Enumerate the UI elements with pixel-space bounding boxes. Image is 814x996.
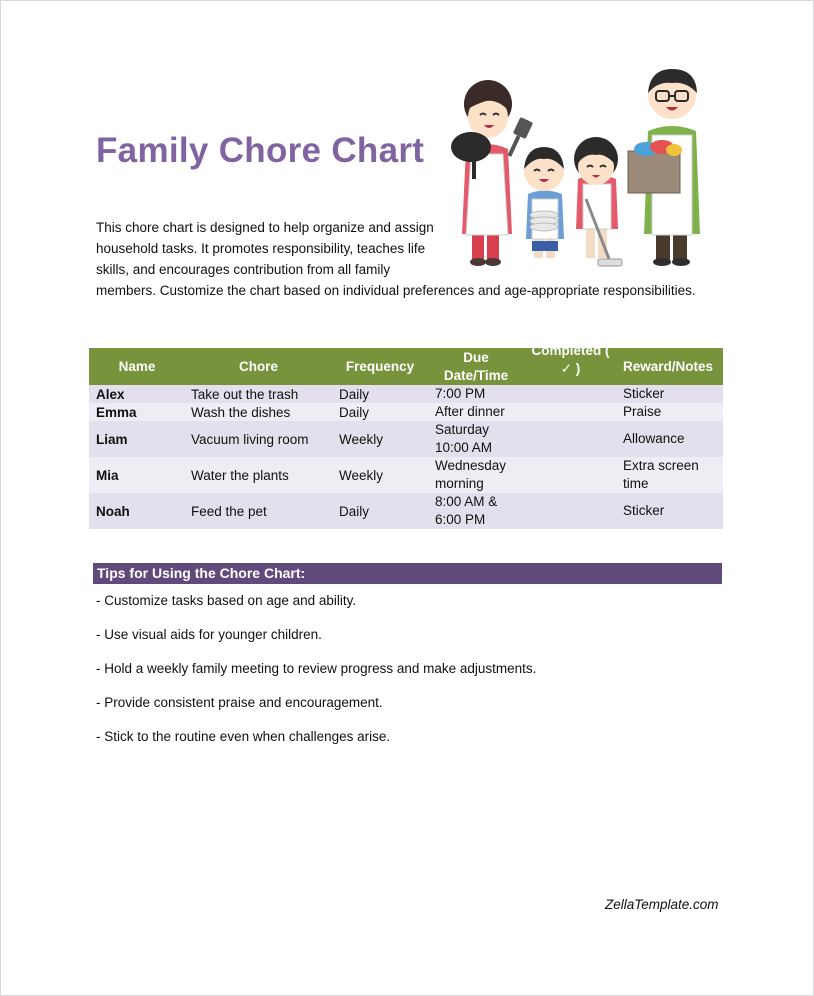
- footer-brand: ZellaTemplate.com: [605, 897, 719, 912]
- header-completed: [524, 342, 617, 378]
- intro-line: members. Customize the chart based on individual preferences and age-appropriate responsibilities.: [96, 283, 696, 298]
- intro-line: household tasks. It promotes responsibility, teaches life: [96, 241, 426, 256]
- header-chore: Chore: [238, 358, 278, 374]
- cell-reward: Praise: [623, 404, 662, 419]
- cell-due-line1: 8:00 AM &: [435, 494, 498, 509]
- header-due: [428, 349, 524, 385]
- tip-item: - Stick to the routine even when challenges arise.: [96, 729, 391, 744]
- header-name: Name: [118, 358, 156, 374]
- cell-frequency: Daily: [339, 404, 370, 420]
- table-row: [89, 457, 723, 493]
- table-row: [89, 421, 723, 457]
- tip-item: - Use visual aids for younger children.: [96, 627, 322, 642]
- cell-due: 7:00 PM: [435, 386, 486, 401]
- cell-reward: [617, 457, 723, 493]
- cell-chore: Feed the pet: [191, 503, 267, 519]
- cell-reward: Sticker: [623, 503, 665, 518]
- header-due-line2: Date/Time: [443, 367, 509, 383]
- cell-name: Noah: [96, 503, 130, 519]
- cell-name: Alex: [96, 386, 125, 402]
- cell-chore: Water the plants: [191, 467, 289, 483]
- cell-due: [428, 493, 524, 529]
- cell-frequency: Weekly: [339, 431, 384, 447]
- cell-due: After dinner: [435, 404, 505, 419]
- cell-due: [428, 457, 524, 493]
- table-row: [89, 385, 723, 403]
- intro-line: This chore chart is designed to help organize and assign: [96, 220, 434, 235]
- cell-name: Emma: [96, 404, 137, 420]
- cell-chore: Vacuum living room: [191, 431, 309, 447]
- tips-heading: Tips for Using the Chore Chart:: [93, 563, 722, 584]
- cell-due-line1: Wednesday: [435, 458, 507, 473]
- table-row: [89, 493, 723, 529]
- cell-name: Liam: [96, 431, 128, 447]
- cell-frequency: Weekly: [339, 467, 384, 483]
- page-title: Family Chore Chart: [96, 131, 425, 170]
- cell-due-line2: morning: [435, 476, 484, 491]
- chore-table: [89, 342, 723, 529]
- header-due-line1: Due: [463, 349, 489, 365]
- header-completed-line2: ✓ ): [560, 360, 581, 376]
- header-completed-line1: Completed (: [531, 342, 610, 358]
- tip-item: - Provide consistent praise and encouragement.: [96, 695, 383, 710]
- cell-due: [428, 421, 524, 457]
- tip-item: - Hold a weekly family meeting to review progress and make adjustments.: [96, 661, 537, 676]
- cell-chore: Take out the trash: [191, 386, 299, 402]
- tip-item: - Customize tasks based on age and ability.: [96, 593, 357, 608]
- cell-reward: Allowance: [623, 431, 685, 446]
- cell-name: Mia: [96, 467, 119, 483]
- cell-chore: Wash the dishes: [191, 404, 291, 420]
- cell-due-line2: 6:00 PM: [435, 512, 486, 527]
- cell-frequency: Daily: [339, 386, 370, 402]
- cell-due-line1: Saturday: [435, 422, 490, 437]
- tips-list: [96, 591, 536, 761]
- cell-reward-line1: Extra screen: [623, 458, 699, 473]
- intro-paragraph: [96, 217, 706, 301]
- header-frequency: Frequency: [345, 358, 415, 374]
- table-row: [89, 403, 723, 421]
- cell-reward: Sticker: [623, 386, 665, 401]
- table-header-row: [89, 342, 723, 385]
- cell-reward-line2: time: [623, 476, 649, 491]
- header-reward: Reward/Notes: [623, 358, 714, 374]
- intro-line: skills, and encourages contribution from all family: [96, 262, 391, 277]
- cell-due-line2: 10:00 AM: [435, 440, 493, 455]
- cell-frequency: Daily: [339, 503, 370, 519]
